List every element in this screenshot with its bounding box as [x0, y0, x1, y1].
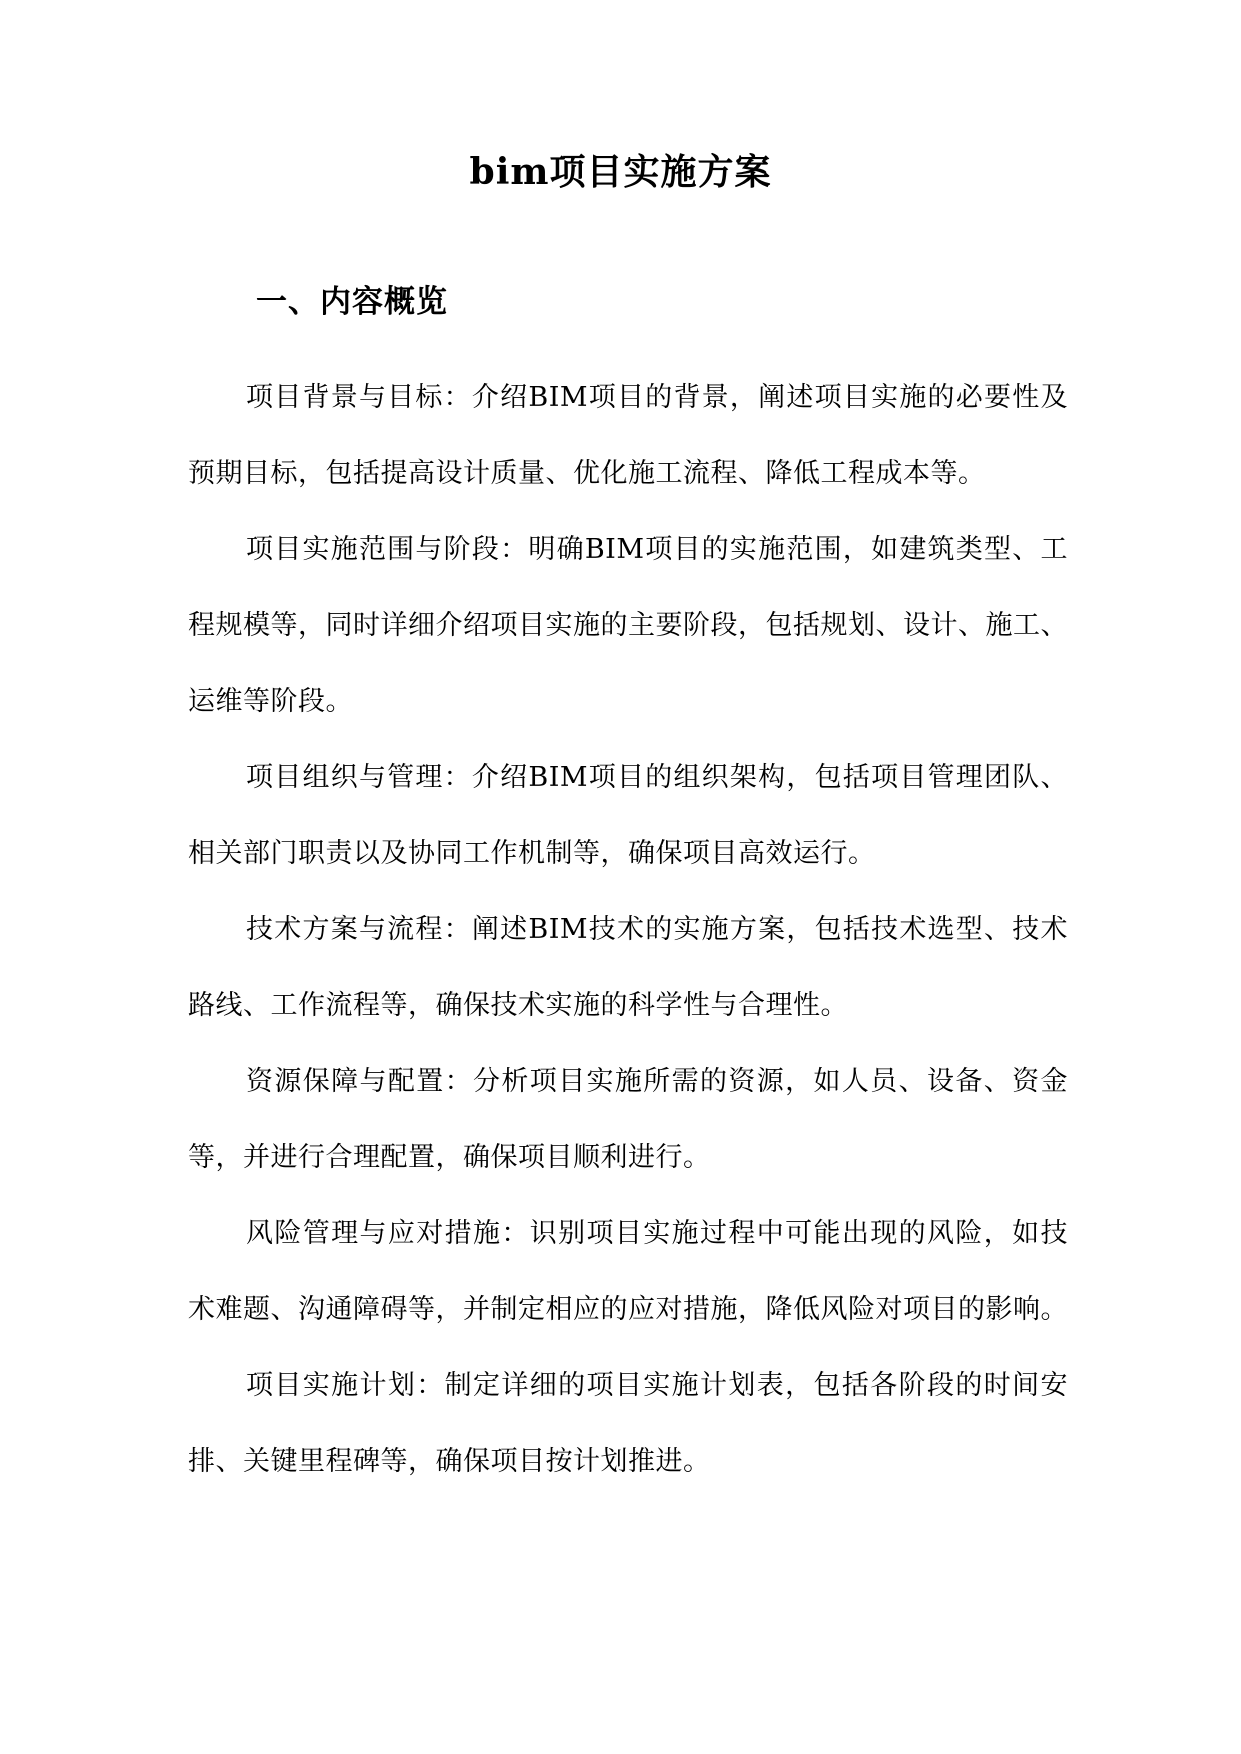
paragraph-scope-stages: 项目实施范围与阶段：明确BIM项目的实施范围，如建筑类型、工程规模等，同时详细介绍项目实施的主要阶段，包括规划、设计、施工、运维等阶段。	[188, 534, 1068, 717]
paragraph-implementation-schedule: 项目实施计划：制定详细的项目实施计划表，包括各阶段的时间安排、关键里程碑等，确保项目按计划推进。	[188, 1370, 1068, 1477]
paragraph-resources: 资源保障与配置：分析项目实施所需的资源，如人员、设备、资金等，并进行合理配置，确保项目顺利进行。	[188, 1066, 1068, 1173]
document-body	[188, 360, 1068, 1500]
paragraph-technical-plan: 技术方案与流程：阐述BIM技术的实施方案，包括技术选型、技术路线、工作流程等，确保技术实施的科学性与合理性。	[188, 914, 1068, 1021]
paragraph-background-goals: 项目背景与目标：介绍BIM项目的背景，阐述项目实施的必要性及预期目标，包括提高设计质量、优化施工流程、降低工程成本等。	[188, 382, 1068, 489]
document-title: bim项目实施方案	[469, 151, 772, 193]
paragraph-risk-management: 风险管理与应对措施：识别项目实施过程中可能出现的风险，如技术难题、沟通障碍等，并制定相应的应对措施，降低风险对项目的影响。	[188, 1218, 1068, 1325]
section-heading: 一、内容概览	[256, 284, 448, 320]
paragraph-organization-management: 项目组织与管理：介绍BIM项目的组织架构，包括项目管理团队、相关部门职责以及协同工作机制等，确保项目高效运行。	[188, 762, 1068, 869]
